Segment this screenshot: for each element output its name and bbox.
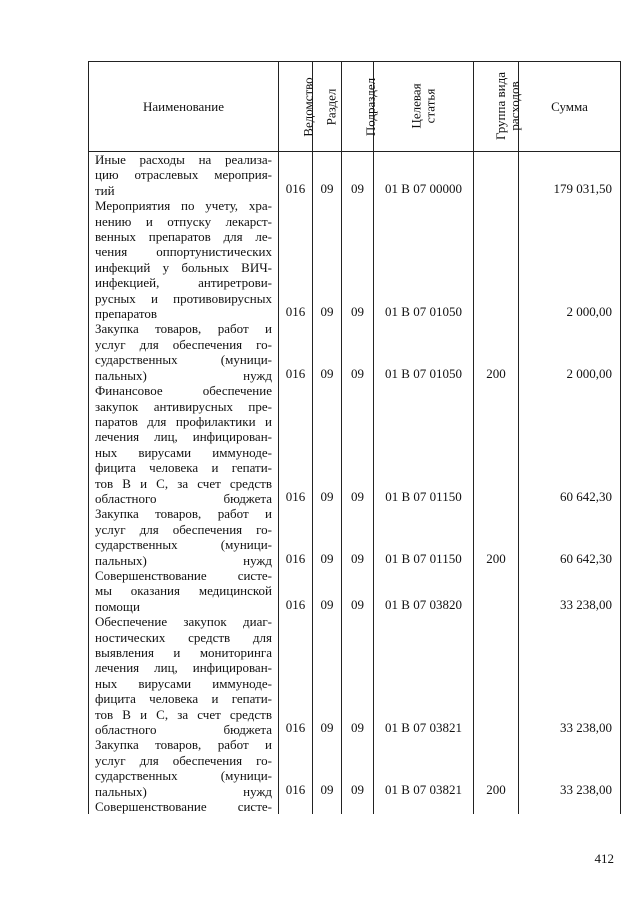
header-dept: Ведомство: [279, 62, 313, 152]
row-sum: 33 238,00: [519, 568, 621, 614]
name-line: услуг для обеспечения го-: [95, 336, 272, 352]
name-line: тов В и С, за счет средств: [95, 706, 272, 722]
table-row: [89, 152, 621, 199]
name-line: областного бюджета: [95, 490, 272, 506]
name-line: Финансовое обеспечение: [95, 383, 272, 399]
name-line: нению и отпуску лекарст-: [95, 213, 272, 229]
row-subsection: 09: [342, 506, 374, 568]
table-row: [89, 799, 621, 814]
row-dept: 016: [279, 152, 313, 199]
row-section: [313, 799, 342, 814]
row-target: 01 В 07 03821: [374, 614, 474, 737]
name-line: пальных) нужд: [95, 783, 272, 799]
row-section: 09: [313, 152, 342, 199]
table-header-row: [89, 62, 621, 152]
row-dept: 016: [279, 198, 313, 321]
row-name: [89, 152, 279, 199]
name-line: помощи: [95, 598, 140, 614]
name-line: Обеспечение закупок диаг-: [95, 614, 272, 630]
name-line: Закупка товаров, работ и: [95, 737, 272, 753]
name-line: русных и противовирусных: [95, 290, 272, 306]
row-group: 200: [474, 506, 519, 568]
name-line: закупок антивирусных пре-: [95, 398, 272, 414]
row-subsection: 09: [342, 198, 374, 321]
row-dept: 016: [279, 383, 313, 506]
name-line: цию отраслевых мероприя-: [95, 167, 272, 183]
row-sum: 33 238,00: [519, 737, 621, 799]
row-target: 01 В 07 00000: [374, 152, 474, 199]
name-line: областного бюджета: [95, 722, 272, 738]
name-line: пальных) нужд: [95, 367, 272, 383]
header-name: Наименование: [89, 62, 279, 152]
row-subsection: 09: [342, 383, 374, 506]
name-line: ностических средств для: [95, 629, 272, 645]
row-target: 01 В 07 01050: [374, 321, 474, 383]
header-sum: Сумма: [519, 62, 621, 152]
table-row: [89, 506, 621, 568]
header-target: Целевая статья: [374, 62, 474, 152]
header-section: Раздел: [313, 62, 342, 152]
name-line: тий: [95, 182, 115, 198]
name-line: Иные расходы на реализа-: [95, 152, 272, 167]
row-sum: 33 238,00: [519, 614, 621, 737]
row-group: [474, 799, 519, 814]
name-line: тов В и С, за счет средств: [95, 475, 272, 491]
name-line: Закупка товаров, работ и: [95, 506, 272, 522]
row-dept: 016: [279, 506, 313, 568]
row-section: 09: [313, 737, 342, 799]
row-sum: [519, 799, 621, 814]
table-row: [89, 737, 621, 799]
name-line: Мероприятия по учету, хра-: [95, 198, 272, 214]
row-target: 01 В 07 03820: [374, 568, 474, 614]
name-line: инфекцией, антиретрови-: [95, 275, 272, 291]
name-line: ных вирусами иммуноде-: [95, 675, 272, 691]
row-subsection: 09: [342, 614, 374, 737]
row-target: 01 В 07 01050: [374, 198, 474, 321]
row-name: [89, 506, 279, 568]
row-name: [89, 737, 279, 799]
row-group: [474, 614, 519, 737]
row-sum: 60 642,30: [519, 383, 621, 506]
name-line: услуг для обеспечения го-: [95, 521, 272, 537]
name-line: лечения лиц, инфицирован-: [95, 660, 272, 676]
row-name: [89, 383, 279, 506]
row-group: 200: [474, 737, 519, 799]
row-subsection: [342, 799, 374, 814]
name-line: лечения лиц, инфицирован-: [95, 429, 272, 445]
row-name: [89, 198, 279, 321]
row-section: 09: [313, 198, 342, 321]
row-dept: 016: [279, 568, 313, 614]
row-group: [474, 568, 519, 614]
name-line: Закупка товаров, работ и: [95, 321, 272, 337]
table-body: [89, 152, 621, 815]
name-line: Совершенствование систе-: [95, 567, 272, 583]
header-group: Группа вида расходов: [474, 62, 519, 152]
page-number: 412: [594, 851, 614, 866]
name-line: фицита человека и гепати-: [95, 691, 272, 707]
row-name: [89, 614, 279, 737]
row-group: [474, 198, 519, 321]
name-line: инфекций у больных ВИЧ-: [95, 259, 272, 275]
row-section: 09: [313, 568, 342, 614]
name-line: сударственных (муници-: [95, 768, 272, 784]
name-line: выявления и мониторинга: [95, 645, 272, 660]
name-line: ных вирусами иммуноде-: [95, 444, 272, 460]
row-sum: 179 031,50: [519, 152, 621, 199]
row-section: 09: [313, 614, 342, 737]
row-sum: 2 000,00: [519, 321, 621, 383]
row-sum: 60 642,30: [519, 506, 621, 568]
name-line: венных препаратов для ле-: [95, 229, 272, 245]
row-subsection: 09: [342, 737, 374, 799]
name-line: чения оппортунистических: [95, 244, 272, 260]
row-subsection: 09: [342, 321, 374, 383]
row-dept: 016: [279, 737, 313, 799]
table-row: [89, 614, 621, 737]
name-line: сударственных (муници-: [95, 537, 272, 553]
table-row: [89, 568, 621, 614]
row-group: [474, 383, 519, 506]
row-section: 09: [313, 321, 342, 383]
row-target: 01 В 07 01150: [374, 383, 474, 506]
row-name: [89, 799, 279, 814]
row-target: [374, 799, 474, 814]
row-group: 200: [474, 321, 519, 383]
name-line: препаратов: [95, 306, 158, 322]
row-subsection: 09: [342, 152, 374, 199]
row-dept: 016: [279, 321, 313, 383]
row-name: [89, 321, 279, 383]
budget-table: [88, 61, 621, 814]
table-row: [89, 321, 621, 383]
name-line: сударственных (муници-: [95, 352, 272, 368]
row-target: 01 В 07 03821: [374, 737, 474, 799]
name-line: мы оказания медицинской: [95, 583, 272, 599]
table-row: [89, 383, 621, 506]
row-name: [89, 568, 279, 614]
row-subsection: 09: [342, 568, 374, 614]
row-dept: [279, 799, 313, 814]
name-line: фицита человека и гепати-: [95, 460, 272, 476]
name-line: пальных) нужд: [95, 552, 272, 568]
row-section: 09: [313, 506, 342, 568]
row-target: 01 В 07 01150: [374, 506, 474, 568]
row-sum: 2 000,00: [519, 198, 621, 321]
row-section: 09: [313, 383, 342, 506]
header-subsection: Подраздел: [342, 62, 374, 152]
row-group: [474, 152, 519, 199]
table-row: [89, 198, 621, 321]
name-line: Совершенствование систе-: [95, 799, 272, 815]
row-dept: 016: [279, 614, 313, 737]
name-line: услуг для обеспечения го-: [95, 752, 272, 768]
name-line: паратов для профилактики и: [95, 413, 272, 429]
